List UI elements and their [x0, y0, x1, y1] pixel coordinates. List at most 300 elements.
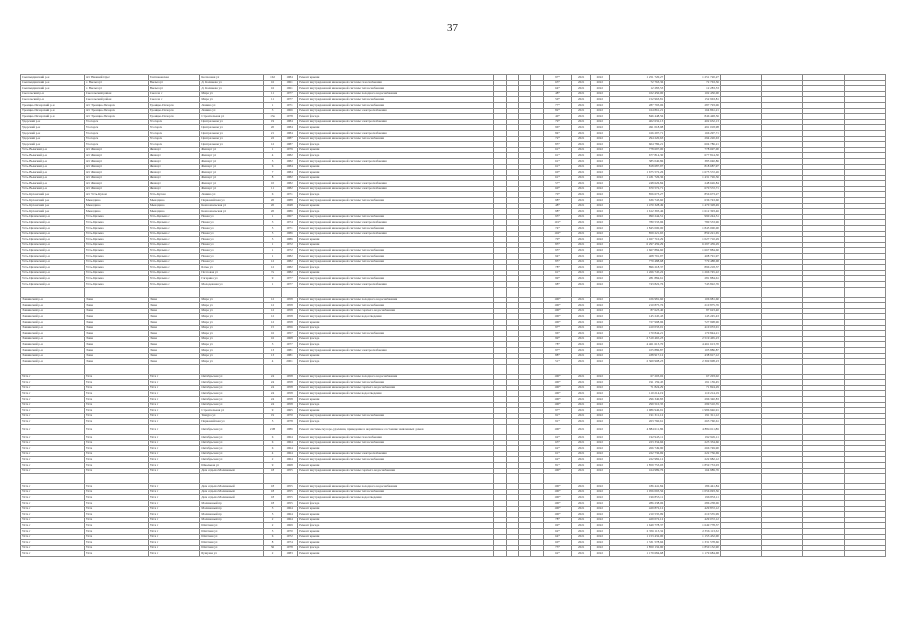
table-cell: 2021 [572, 198, 591, 204]
table-cell: Октябрьская ул [200, 435, 264, 441]
table-cell: Эжва [84, 314, 148, 320]
table-cell: Усть-Цилемский р-н [21, 226, 85, 232]
table-cell: Октябрьская ул [200, 446, 264, 452]
table-row [21, 287, 886, 297]
table-cell: Ухта г [21, 397, 85, 403]
table-cell: Ухта г [148, 551, 200, 557]
table-cell: Ухта г [21, 374, 85, 380]
table-cell: 2022 [590, 468, 609, 474]
table-cell: 5 [264, 419, 282, 425]
table-cell: Ухта [84, 435, 148, 441]
table-cell: 100* [543, 489, 572, 495]
table-cell: Ухта г [21, 468, 85, 474]
table-cell: Усть-Цильма с [148, 231, 200, 237]
table-cell: Ремонт внутридомовой инженерной системы электроснабжения [298, 181, 494, 187]
table-cell: 1 431 726,36 [609, 175, 665, 181]
table-cell: 2021 [572, 75, 591, 81]
table-cell: 402 632,13 [665, 119, 721, 125]
table-cell: 6 [264, 440, 282, 446]
table-cell: 2021 [572, 457, 591, 463]
table-cell: 21 [264, 130, 282, 136]
table-cell: Ухта [84, 551, 148, 557]
table-cell: 1964 [281, 512, 297, 518]
table-cell: 152 963,81 [665, 97, 721, 103]
table-cell: Ухта г [148, 517, 200, 523]
table-cell: Жешарт [148, 164, 200, 170]
table-cell: 2021 [572, 545, 591, 551]
table-cell: 100* [543, 380, 572, 386]
table-cell: 429 872,12 [609, 506, 665, 512]
table-cell: 1 153 432,00 [609, 534, 665, 540]
table-cell: 1982 [281, 181, 297, 187]
table-cell: 1 649 778,37 [609, 523, 665, 529]
table-cell: 1 153 432,00 [665, 534, 721, 540]
table-cell: Эжва [84, 303, 148, 309]
table-cell: Ухта г [148, 534, 200, 540]
table-cell: Эжва [148, 336, 200, 342]
table-cell: 21В [264, 425, 282, 435]
table-cell: Ремонт внутридомовой инженерной системы водоотведения [298, 495, 494, 501]
table-cell: Ухта г [21, 484, 85, 490]
table-cell: Ухта г [21, 517, 85, 523]
table-cell: Эжвинский р-н [21, 314, 85, 320]
table-cell: 192 945,11 [609, 435, 665, 441]
table-cell: 48* [543, 91, 572, 97]
table-cell: Мира ул [200, 353, 264, 359]
table-cell: Выльгорт [148, 86, 200, 92]
table-cell: 429 072,12 [665, 517, 721, 523]
table-cell: 7 [264, 170, 282, 176]
table-cell: Ремонт внутридомовой инженерной системы холодного водоснабжения [298, 91, 494, 97]
table-cell: 2021 [572, 86, 591, 92]
table-cell: 1971 [281, 226, 297, 232]
table-cell: 1 675 572,26 [665, 170, 721, 176]
table-cell: 2021 [572, 402, 591, 408]
table-cell [148, 364, 200, 374]
table-cell: Почтовая ул [200, 270, 264, 276]
table-cell: 743 822,76 [609, 281, 665, 287]
table-cell: 2022 [590, 147, 609, 153]
table-cell: Малиновый пр [200, 512, 264, 518]
table-cell: 1 251 720,27 [665, 75, 721, 81]
table-cell: Ухта [84, 528, 148, 534]
table-cell: Жешарт ул [200, 175, 264, 181]
table-cell [590, 364, 609, 374]
table-cell: 408 791,97 [609, 254, 665, 260]
table-cell: 1 [264, 254, 282, 260]
table-cell: Усть-Цильма с [148, 276, 200, 282]
table-cell: Усть-Цилемский р-н [21, 214, 85, 220]
table-cell: 2021 [572, 130, 591, 136]
table-cell: 105 886,87 [665, 347, 721, 353]
table-cell: 11 [264, 97, 282, 103]
table-cell: 98* [543, 198, 572, 204]
table-cell: 2022 [590, 331, 609, 337]
table-cell: 2022 [590, 158, 609, 164]
table-cell: 4 [264, 153, 282, 159]
table-cell: 2021 [572, 259, 591, 265]
table-cell: Ремонт внутридомовой инженерной системы теплоснабжения [298, 254, 494, 260]
table-cell: 2022 [590, 489, 609, 495]
table-cell: 62* [543, 435, 572, 441]
table-cell: 87 623,40 [665, 308, 721, 314]
table-cell: Ремонт внутридомовой инженерной системы холодного водоснабжения [298, 374, 494, 380]
table-cell: 2021 [572, 336, 591, 342]
table-cell: 1958 [281, 297, 297, 303]
table-cell: 1 845 000,00 [609, 226, 665, 232]
table-cell: Ремонт фасада [298, 359, 494, 365]
table-cell: 2022 [590, 506, 609, 512]
table-cell: Эжвинский р-н [21, 325, 85, 331]
table-cell: Ухта г [21, 512, 85, 518]
table-cell: Ухта г [148, 374, 200, 380]
table-cell: 896 218,37 [609, 265, 665, 271]
table-cell: Ухта [84, 413, 148, 419]
table-cell: Усть-Цильма [84, 259, 148, 265]
table-cell: Мира ул [200, 319, 264, 325]
table-cell: 10 [264, 181, 282, 187]
table-cell: 2022 [590, 319, 609, 325]
table-cell: 3 [264, 108, 282, 114]
table-cell: 106 981,60 [609, 297, 665, 303]
table-cell: Усть-Цильма с [148, 254, 200, 260]
table-cell [844, 474, 885, 484]
table-cell: 4 [264, 451, 282, 457]
table-cell [572, 287, 591, 297]
table-cell: Усогорск [84, 136, 148, 142]
table-cell: Эжвинский р-н [21, 303, 85, 309]
table-cell: 1966 [281, 108, 297, 114]
table-cell [543, 364, 572, 374]
table-cell: 859 221,65 [665, 231, 721, 237]
table-cell: 2021 [572, 203, 591, 209]
table-cell: Ухта г [21, 402, 85, 408]
table-cell: 16 [264, 331, 282, 337]
table-cell: Ухта г [148, 523, 200, 529]
table-cell [148, 287, 200, 297]
table-cell: Октябрьская ул [200, 385, 264, 391]
table-cell: 95* [543, 214, 572, 220]
table-cell: Шахтная ул [200, 534, 264, 540]
table-cell: 2022 [590, 170, 609, 176]
table-cell: 166 297,71 [609, 130, 665, 136]
table-cell: 2022 [590, 308, 609, 314]
table-cell: Ремонт фасада [298, 153, 494, 159]
table-cell: 2021 [572, 484, 591, 490]
table-cell: Ухта [84, 380, 148, 386]
table-cell: 263 760,61 [609, 419, 665, 425]
table-cell: Усть-Цильма [84, 214, 148, 220]
table-cell: Эжва [84, 353, 148, 359]
table-cell: 1986 [281, 209, 297, 215]
table-cell: 196 853,11 [665, 495, 721, 501]
table-cell: Мира ул [200, 347, 264, 353]
table-cell: Эжва [148, 303, 200, 309]
table-cell: 1974 [281, 540, 297, 546]
table-cell: 1971 [281, 102, 297, 108]
table-cell [494, 287, 506, 297]
table-cell: 4 884 611,86 [609, 425, 665, 435]
table-cell: Мыелдино [148, 203, 200, 209]
table-cell: 2022 [590, 198, 609, 204]
table-cell: 12 [264, 303, 282, 309]
table-cell: 670 572,71 [665, 186, 721, 192]
table-cell: 2021 [572, 136, 591, 142]
table-cell: 61* [543, 153, 572, 159]
table-cell [531, 551, 543, 557]
table-cell: 299 510,35 [609, 402, 665, 408]
table-cell [609, 364, 665, 374]
table-cell: 70* [543, 192, 572, 198]
table-cell: 2021 [572, 226, 591, 232]
table-cell: 2022 [590, 314, 609, 320]
table-cell [518, 425, 530, 435]
table-cell: Гагарина ул [200, 276, 264, 282]
table-cell: 1 [264, 242, 282, 248]
table-cell: 2022 [590, 86, 609, 92]
table-cell: 85* [543, 142, 572, 148]
table-cell [590, 474, 609, 484]
table-cell: Ухта г [148, 391, 200, 397]
table-cell: 100* [543, 512, 572, 518]
table-cell: Эжва [148, 297, 200, 303]
table-cell [531, 474, 543, 484]
table-cell: 2022 [590, 463, 609, 469]
table-cell: 1982 [281, 175, 297, 181]
table-cell: 2021 [572, 506, 591, 512]
table-cell: Ухта г [148, 402, 200, 408]
table-cell: 97* [543, 408, 572, 414]
table-cell: Комсомольская ул [200, 203, 264, 209]
table-cell: 604 786,21 [609, 142, 665, 148]
table-cell: 99* [543, 336, 572, 342]
table-cell: Октябрьская ул [200, 374, 264, 380]
table-cell: 2021 [572, 314, 591, 320]
table-cell: 1977 [281, 342, 297, 348]
table-cell: 8 [264, 175, 282, 181]
table-cell: 2022 [590, 164, 609, 170]
table-cell: Строительная ул [200, 114, 264, 120]
table-cell: Ухта [84, 545, 148, 551]
table-cell: 1 179 684,68 [665, 551, 721, 557]
table-cell: Дом отдыха Малиновый [200, 489, 264, 495]
table-cell: Ремонт внутридомовой инженерной системы теплоснабжения [298, 303, 494, 309]
table-cell: Октябрьская ул [200, 402, 264, 408]
table-cell: Ухта г [21, 435, 85, 441]
table-cell: 1 612 393,46 [665, 209, 721, 215]
table-cell: пгт Жешарт [84, 153, 148, 159]
table-cell: 1 675 572,26 [609, 170, 665, 176]
table-cell: 1 470 328,49 [665, 203, 721, 209]
table-cell: 6 [264, 534, 282, 540]
table-cell: 1 056 093,56 [665, 489, 721, 495]
table-cell: 2021 [572, 380, 591, 386]
table-cell: 2022 [590, 440, 609, 446]
table-cell: Жешарт ул [200, 164, 264, 170]
table-cell: 2021 [572, 489, 591, 495]
table-cell [543, 287, 572, 297]
table-cell: Эжва [84, 297, 148, 303]
table-cell: Ухта [84, 440, 148, 446]
table-cell: 1974 [281, 220, 297, 226]
table-cell: Ремонт крыши [298, 512, 494, 518]
table-cell: Ремонт внутридомовой инженерной системы газоснабжения [298, 435, 494, 441]
table-cell: 1 431 726,36 [665, 175, 721, 181]
table-cell: 4 461 613,70 [609, 342, 665, 348]
table-cell: Ремонт крыши [298, 175, 494, 181]
table-cell: Малиновый пр [200, 517, 264, 523]
table-cell: 287 793,06 [665, 102, 721, 108]
table-cell: Ухта [84, 408, 148, 414]
table-cell: Ремонт крыши [298, 203, 494, 209]
table-cell: 286 238,06 [609, 500, 665, 506]
table-cell: Усть-Вымский р-н [21, 186, 85, 192]
table-cell: Ухта [84, 540, 148, 546]
table-cell: 9 [264, 276, 282, 282]
table-cell: Мира ул [200, 336, 264, 342]
table-cell: 2021 [572, 425, 591, 435]
table-cell: 2021 [572, 540, 591, 546]
table-cell: 1984 [281, 164, 297, 170]
table-cell: 779 488,68 [609, 259, 665, 265]
table-cell: 2022 [590, 231, 609, 237]
table-cell: 24 [264, 374, 282, 380]
table-cell: пгт Жешарт [84, 158, 148, 164]
table-cell: Троицко-Печорский р-н [21, 114, 85, 120]
table-cell: Усть-Вымский р-н [21, 158, 85, 164]
table-cell: 166 297,71 [665, 130, 721, 136]
table-cell: Ремонт крыши [298, 353, 494, 359]
table-cell [506, 551, 518, 557]
table-cell: 12 [264, 314, 282, 320]
table-cell: Ремонт внутридомовой инженерной системы теплоснабжения [298, 102, 494, 108]
table-cell [518, 364, 530, 374]
table-cell: Ухта [84, 523, 148, 529]
table-cell: Усть-Цилемский р-н [21, 265, 85, 271]
table-cell: 63* [543, 440, 572, 446]
table-cell: 1 612 393,46 [609, 209, 665, 215]
table-cell: Ухта г [21, 500, 85, 506]
table-cell: Ремонт крыши [298, 534, 494, 540]
table-cell: 2022 [590, 265, 609, 271]
table-cell: 192 945,11 [665, 435, 721, 441]
table-cell: 491 018,98 [665, 125, 721, 131]
table-cell: 780 533,96 [609, 220, 665, 226]
table-cell: 1961 [281, 86, 297, 92]
table-cell: Эжва [148, 342, 200, 348]
table-cell: 3 [264, 506, 282, 512]
table-cell: 5 [264, 512, 282, 518]
table-cell: Ремонт крыши [298, 319, 494, 325]
table-cell: 778 697,00 [609, 147, 665, 153]
table-cell: Мира ул [200, 342, 264, 348]
table-cell: 2022 [590, 175, 609, 181]
table-cell: 88* [543, 353, 572, 359]
table-cell: 780 533,96 [665, 220, 721, 226]
table-cell [803, 474, 844, 484]
table-cell: 2021 [572, 319, 591, 325]
table-cell: Эжва [84, 331, 148, 337]
table-cell: 78* [543, 342, 572, 348]
table-cell: Сыктывдинский р-н [21, 75, 85, 81]
table-cell: Жешарт [148, 147, 200, 153]
table-cell: 410 033,01 [665, 325, 721, 331]
table-cell: 12 [264, 297, 282, 303]
table-cell [200, 287, 264, 297]
table-cell [762, 551, 803, 557]
table-cell: Ухта г [148, 512, 200, 518]
table-cell: 2022 [590, 102, 609, 108]
table-cell: 1984 [281, 75, 297, 81]
table-cell [281, 364, 297, 374]
table-cell: 97* [543, 325, 572, 331]
table-cell [200, 474, 264, 484]
table-cell: 1 845 000,00 [665, 226, 721, 232]
table-cell: Усть-Куломский р-н [21, 203, 85, 209]
table-cell [720, 287, 761, 297]
table-cell: 2021 [572, 181, 591, 187]
table-cell: 677 814,30 [665, 153, 721, 159]
table-cell: Ремонт внутридомовой инженерной системы теплоснабжения [298, 440, 494, 446]
table-cell: Ремонт внутридомовой инженерной системы теплоснабжения [298, 457, 494, 463]
table-cell: Ухта г [21, 523, 85, 529]
table-cell: 145 245,43 [609, 314, 665, 320]
table-cell: Жешарт ул [200, 181, 264, 187]
table-cell: 1 850 132,90 [609, 545, 665, 551]
table-cell: 223 334,66 [665, 440, 721, 446]
table-cell: Усть-Вымский р-н [21, 164, 85, 170]
table-cell: Новая ул [200, 220, 264, 226]
table-cell: 1 179 684,68 [609, 551, 665, 557]
table-cell: пгт Троицко-Печорск [84, 102, 148, 108]
table-cell: 18 [264, 500, 282, 506]
table-cell: Молодежная ул [200, 281, 264, 287]
table-cell: 779 488,68 [665, 259, 721, 265]
table-cell: 222 736,69 [609, 451, 665, 457]
table-cell: 1 [264, 214, 282, 220]
table-cell: 78* [543, 265, 572, 271]
table-cell: 2022 [590, 186, 609, 192]
table-cell: Мира ул [200, 297, 264, 303]
table-cell [494, 551, 506, 557]
table-cell: 78* [543, 517, 572, 523]
table-cell: 2021 [572, 102, 591, 108]
table-cell: Мира ул [200, 97, 264, 103]
table-cell: 164 861,21 [665, 108, 721, 114]
table-cell: 100* [543, 495, 572, 501]
table-cell: Троицко-Печорск [148, 108, 200, 114]
table-cell [720, 425, 761, 435]
table-cell: Октябрьская ул [200, 425, 264, 435]
table-cell: Сысола с [148, 97, 200, 103]
table-cell: 1987 [281, 136, 297, 142]
table-cell: 13 [264, 347, 282, 353]
table-cell: 100* [543, 506, 572, 512]
table-cell [609, 474, 665, 484]
table-cell: Усть-Вымский р-н [21, 153, 85, 159]
table-cell: 2021 [572, 80, 591, 86]
table-cell: Мира ул [200, 325, 264, 331]
table-cell: Ремонт внутридомовой инженерной системы теплоснабжения [298, 413, 494, 419]
table-cell: Ремонт внутридомовой инженерной системы теплоснабжения [298, 259, 494, 265]
table-cell [264, 474, 282, 484]
table-cell: Октябрьская ул [200, 380, 264, 386]
page-number: 37 [447, 22, 458, 34]
table-cell: 1978 [281, 545, 297, 551]
table-cell: 18 [264, 495, 282, 501]
table-cell: 13 [264, 353, 282, 359]
table-cell: 2 519 465,23 [609, 336, 665, 342]
